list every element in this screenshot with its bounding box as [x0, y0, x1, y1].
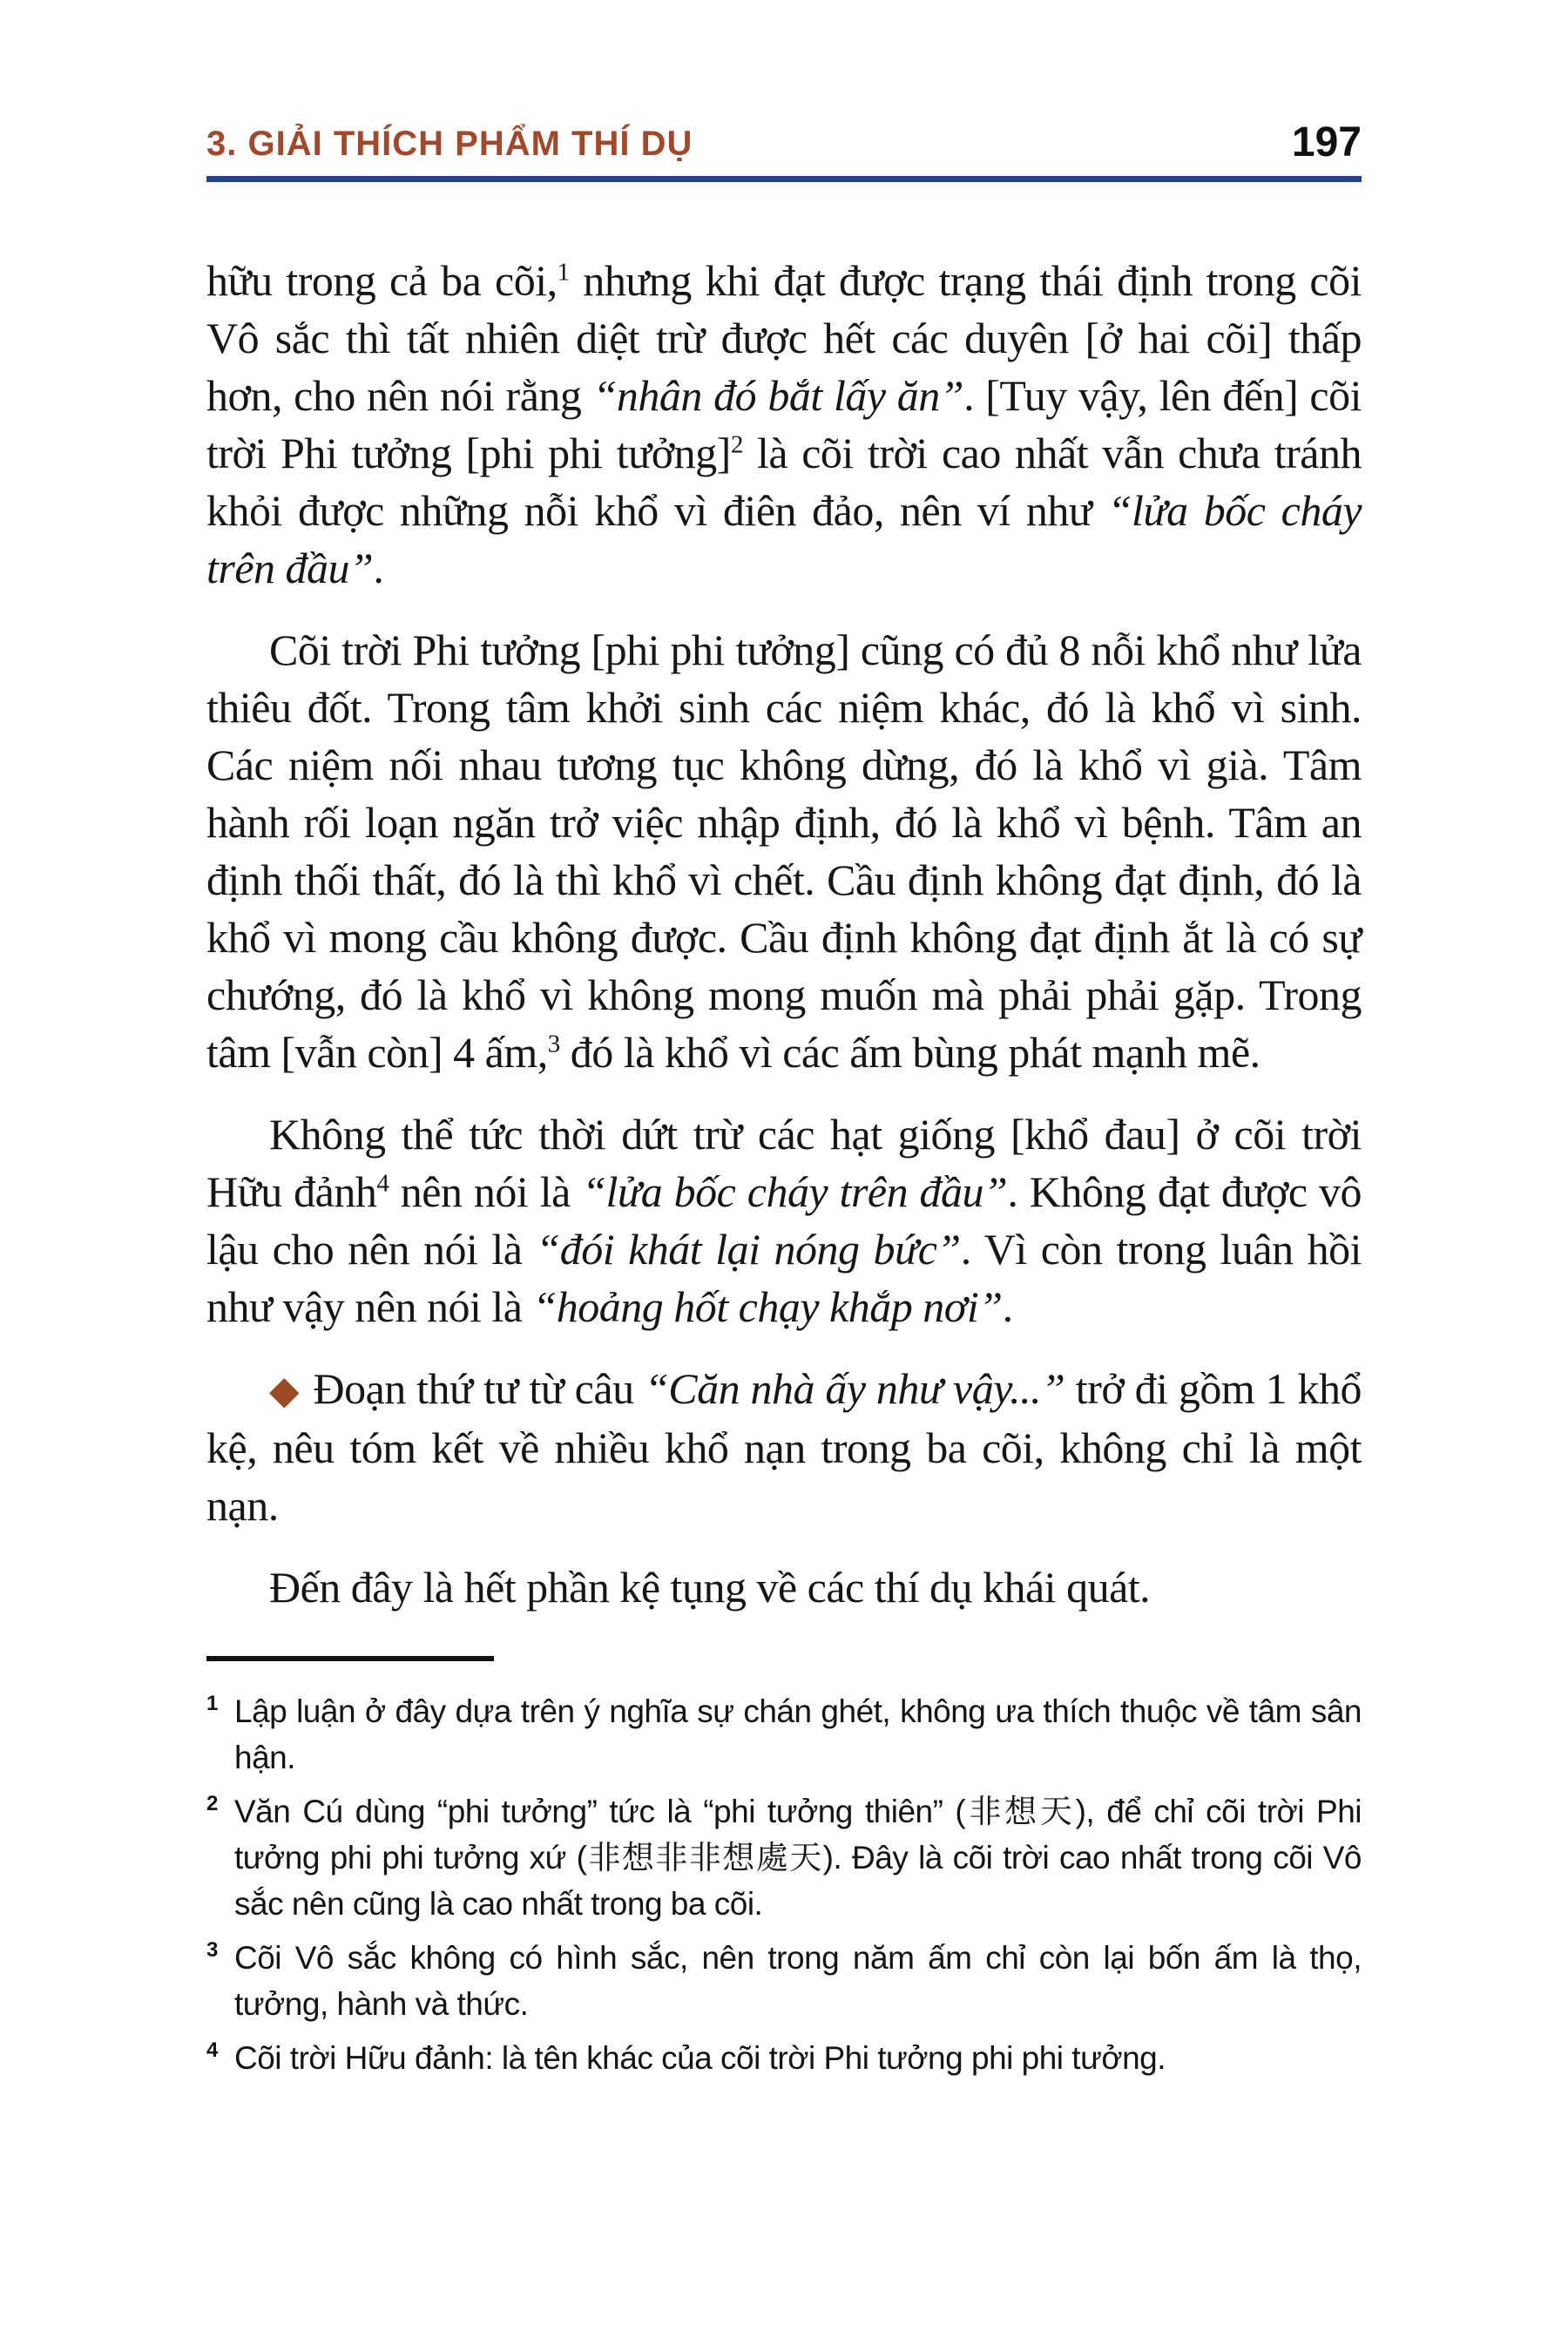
footnote-text: Cõi trời Hữu đảnh: là tên khác của cõi trời Phi tưởng phi phi tưởng.	[234, 2040, 1166, 2076]
page-number: 197	[1291, 119, 1362, 166]
quoted-phrase: “nhân đó bắt lấy ăn”	[592, 371, 964, 420]
page-header	[206, 119, 1362, 182]
footnote	[206, 2027, 1362, 2081]
running-title: 3. GIẢI THÍCH PHẨM THÍ DỤ	[206, 125, 693, 163]
paragraph	[206, 1558, 1362, 1616]
quoted-phrase: “đói khát lại nóng bức”	[536, 1225, 961, 1274]
text-run: nhưng khi đạt được trạng thái định trong cõi Vô sắc thì tất nhiên diệt trừ được hết các duyên [ở hai cõi] thấp hơn, cho nên nói rằng	[206, 256, 1362, 420]
footnote-list	[206, 1680, 1362, 2081]
quoted-phrase: “lửa bốc cháy trên đầu”	[206, 486, 1362, 592]
header-row	[206, 119, 1362, 166]
quoted-phrase: “Căn nhà ấy như vậy...”	[644, 1364, 1065, 1413]
text-run: nên nói là	[389, 1167, 583, 1216]
text-run: . Vì còn trong luân hồi như vậy nên nói là	[206, 1225, 1362, 1331]
text-run: trở đi gồm 1 khổ kệ, nêu tóm kết về nhiều khổ nạn trong ba cõi, không chỉ là một nạn.	[206, 1364, 1362, 1530]
text-run: Không thể tức thời dứt trừ các hạt giống [khổ đau] ở cõi trời Hữu đảnh	[206, 1110, 1362, 1216]
footnote	[206, 1927, 1362, 2027]
body-text	[206, 252, 1362, 1616]
text-run: .	[373, 544, 384, 592]
text-run: .	[1002, 1282, 1013, 1331]
quoted-phrase: “hoảng hốt chạy khắp nơi”	[532, 1282, 1003, 1331]
footnote	[206, 1781, 1362, 1927]
quoted-phrase: “lửa bốc cháy trên đầu”	[582, 1167, 1008, 1216]
footnote-number: 1	[206, 1692, 218, 1715]
footnote-number: 3	[206, 1938, 218, 1962]
footnote-reference: 3	[547, 1030, 560, 1058]
text-run: Cõi trời Phi tưởng [phi phi tưởng] cũng có đủ 8 nỗi khổ như lửa thiêu đốt. Trong tâm khởi sinh các niệm khác, đó là khổ vì sinh. Các niệm nối nhau tương tục không dừng, đó là khổ vì già. Tâm hành rối loạn ngăn trở việc nhập định, đó là khổ vì bệnh. Tâm an định thối thất, đó là thì khổ vì chết. Cầu định không đạt định, đó là khổ vì mong cầu không được. Cầu định không đạt định ắt là có sự chướng, đó là khổ vì không mong muốn mà phải phải gặp. Trong tâm [vẫn còn] 4 ấm,	[206, 625, 1362, 1077]
text-run: Đoạn thứ tư từ câu	[313, 1364, 645, 1413]
paragraph	[206, 1360, 1362, 1534]
footnote-reference: 1	[557, 258, 570, 287]
text-run: . [Tuy vậy, lên đến] cõi trời Phi tưởng [phi phi tưởng]	[206, 371, 1362, 477]
footnote-text: Văn Cú dùng “phi tưởng” tức là “phi tưởng thiên” (非想天), để chỉ cõi trời Phi tưởng phi phi tưởng xứ (非想非非想處天). Đây là cõi trời cao nhất trong cõi Vô sắc nên cũng là cao nhất trong ba cõi.	[234, 1794, 1362, 1922]
footnote-text: Lập luận ở đây dựa trên ý nghĩa sự chán ghét, không ưa thích thuộc về tâm sân hận.	[234, 1693, 1362, 1775]
text-run: . Không đạt được vô lậu cho nên nói là	[206, 1167, 1362, 1274]
footnotes-section	[206, 1656, 1362, 2081]
text-run: hữu trong cả ba cõi,	[206, 256, 558, 305]
paragraph	[206, 252, 1362, 597]
text-run: đó là khổ vì các ấm bùng phát mạnh mẽ.	[559, 1028, 1260, 1077]
footnote	[206, 1680, 1362, 1781]
text-run: là cõi trời cao nhất vẫn chưa tránh khỏi được những nỗi khổ vì điên đảo, nên ví như	[206, 429, 1362, 535]
footnote-number: 2	[206, 1792, 218, 1815]
footnote-number: 4	[206, 2038, 218, 2062]
header-rule	[206, 176, 1362, 182]
footnote-reference: 4	[376, 1169, 389, 1198]
text-run: Đến đây là hết phần kệ tụng về các thí dụ khái quát.	[269, 1563, 1151, 1612]
footnote-separator	[206, 1656, 494, 1661]
paragraph	[206, 621, 1362, 1081]
paragraph	[206, 1105, 1362, 1335]
footnote-reference: 2	[730, 430, 743, 459]
footnote-text: Cõi Vô sắc không có hình sắc, nên trong năm ấm chỉ còn lại bốn ấm là thọ, tưởng, hành và thức.	[234, 1940, 1362, 2022]
diamond-bullet-icon: ◆	[269, 1369, 300, 1412]
